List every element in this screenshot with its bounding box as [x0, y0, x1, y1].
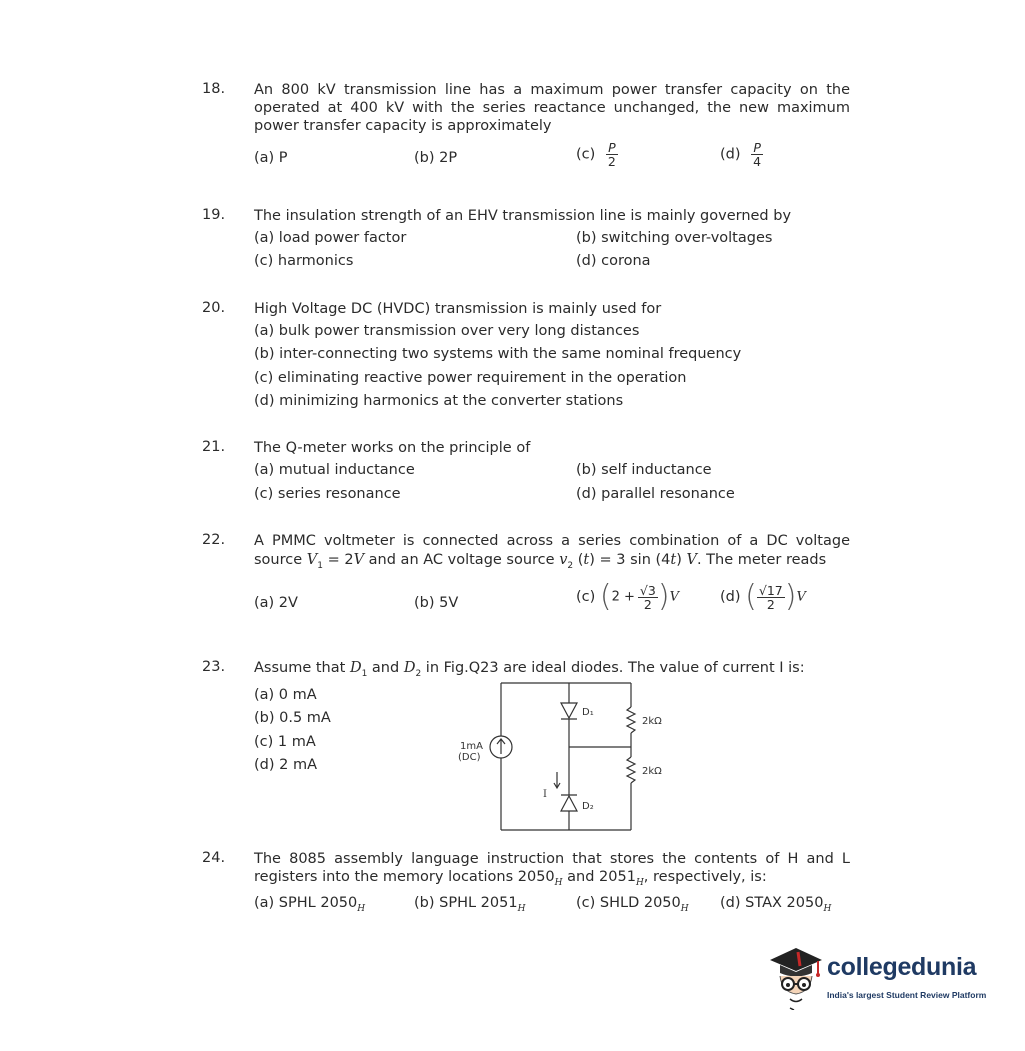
q23-var-D1: D [349, 660, 362, 676]
diode-d2 [561, 795, 577, 811]
q19-text: The insulation strength of an EHV transmission line is mainly governed by [254, 208, 792, 224]
left-paren: ( [599, 579, 612, 614]
q20-text: High Voltage DC (HVDC) transmission is mainly used for [254, 301, 662, 317]
q24-option-a-sub: H [357, 903, 366, 914]
q19-option-a[interactable]: (a) load power factor [254, 230, 407, 246]
circuit-label-r1: 2kΩ [642, 716, 662, 727]
q20-option-d[interactable]: (d) minimizing harmonics at the converter stations [254, 393, 624, 409]
q22-var-t: t [583, 552, 590, 568]
q24-option-d[interactable] [720, 895, 831, 914]
q22-unit-V: V [353, 552, 365, 568]
q24-text-a: registers into the memory locations 2050 [254, 869, 555, 885]
q22-text-close: ) [676, 552, 687, 568]
q24-line2 [254, 868, 850, 892]
q22-option-b[interactable]: (b) 5V [414, 595, 459, 611]
circuit-label-source-type: (DC) [458, 752, 481, 763]
q22-text-reads: . The meter reads [696, 552, 827, 568]
circuit-label-source-value: 1mA [460, 741, 483, 752]
q23-number: 23. [202, 659, 226, 675]
fraction-denominator: 2 [766, 596, 775, 612]
q18-line3: power transfer capacity is approximately [254, 118, 552, 134]
q23-text-a: Assume that [254, 660, 350, 676]
q24-option-a-text: (a) SPHL 2050 [254, 895, 358, 911]
q22-c-expr: 2 + [611, 589, 635, 605]
fraction-denominator: 2 [643, 596, 652, 612]
resistor-r2 [627, 757, 635, 783]
circuit-label-d1: D₁ [582, 707, 594, 718]
q24-option-b-sub: H [517, 903, 526, 914]
q22-var-t2: t [670, 552, 677, 568]
collegedunia-logo-name: collegedunia [827, 953, 977, 981]
q22-var-V1: V [306, 552, 318, 568]
q18-option-c-fraction [606, 141, 618, 168]
q22-line2 [254, 551, 850, 575]
q24-option-c-text: (c) SHLD 2050 [576, 895, 681, 911]
q19-option-b[interactable]: (b) switching over-voltages [576, 230, 773, 246]
q22-text-paren: ( [573, 552, 584, 568]
q21-text: The Q-meter works on the principle of [254, 440, 531, 456]
q21-number: 21. [202, 439, 226, 455]
q21-option-b[interactable]: (b) self inductance [576, 462, 712, 478]
q19-number: 19. [202, 207, 226, 223]
q23-text-c: in Fig.Q23 are ideal diodes. The value of current I is: [421, 660, 805, 676]
q22-sub-2: 2 [567, 560, 574, 571]
q22-option-c-fraction [638, 584, 658, 611]
q21-option-d[interactable]: (d) parallel resonance [576, 486, 735, 502]
fraction-numerator: √17 [758, 582, 783, 598]
q23-var-D2: D [403, 660, 416, 676]
q24-sub-H1: H [554, 877, 563, 888]
q22-c-unit: V [669, 589, 679, 605]
q18-option-a[interactable]: (a) P [254, 150, 288, 166]
collegedunia-logo-icon [766, 944, 826, 1010]
right-paren: ) [784, 579, 797, 614]
q24-option-b-text: (b) SPHL 2051 [414, 895, 518, 911]
q22-option-d-fraction [757, 584, 785, 611]
q18-option-d-fraction [751, 141, 763, 168]
q18-option-c[interactable] [576, 141, 618, 168]
right-paren: ) [657, 579, 670, 614]
q24-text-c: , respectively, is: [643, 869, 767, 885]
q22-option-d-label: (d) [720, 589, 741, 605]
q24-sub-H2: H [635, 877, 644, 888]
q23-option-b[interactable]: (b) 0.5 mA [254, 710, 331, 726]
q24-option-c-sub: H [680, 903, 689, 914]
q24-option-b[interactable] [414, 895, 525, 914]
resistor-r1 [627, 707, 635, 733]
q20-option-b[interactable]: (b) inter-connecting two systems with the same nominal frequency [254, 346, 742, 362]
q18-line2: operated at 400 kV with the series reactance unchanged, the new maximum [254, 100, 850, 116]
q22-option-c[interactable] [576, 579, 679, 614]
q21-option-a[interactable]: (a) mutual inductance [254, 462, 415, 478]
q23-option-d[interactable]: (d) 2 mA [254, 757, 318, 773]
circuit-label-d2: D₂ [582, 801, 594, 812]
fraction-numerator: P [753, 140, 761, 155]
q20-option-c[interactable]: (c) eliminating reactive power requirement in the operation [254, 370, 687, 386]
fraction-numerator: √3 [639, 582, 656, 598]
q18-option-b[interactable]: (b) 2P [414, 150, 458, 166]
q24-option-d-text: (d) STAX 2050 [720, 895, 824, 911]
fraction-denominator: 4 [753, 154, 762, 169]
q20-option-a[interactable]: (a) bulk power transmission over very long distances [254, 323, 640, 339]
q22-option-d[interactable] [720, 579, 806, 614]
q23-option-a[interactable]: (a) 0 mA [254, 687, 317, 703]
current-arrow-icon [554, 772, 560, 788]
q22-text-source: source [254, 552, 307, 568]
q23-text-b: and [367, 660, 404, 676]
q18-option-d[interactable] [720, 141, 763, 168]
q23-circuit-figure [440, 675, 680, 840]
fraction-denominator: 2 [607, 154, 616, 169]
q23-option-c[interactable]: (c) 1 mA [254, 734, 316, 750]
q18-option-c-label: (c) [576, 146, 596, 163]
q18-option-d-label: (d) [720, 146, 741, 163]
q22-d-unit: V [796, 589, 806, 605]
q22-text-equals: = 2 [322, 552, 354, 568]
q18-line1: An 800 kV transmission line has a maximum power transfer capacity on the [254, 82, 850, 98]
q24-text-b: and 2051 [562, 869, 636, 885]
q22-unit-V2: V [686, 552, 697, 568]
q24-option-c[interactable] [576, 895, 689, 914]
q22-text-ac: and an AC voltage source [364, 552, 560, 568]
diode-d1 [561, 703, 577, 719]
q22-number: 22. [202, 532, 226, 548]
q24-number: 24. [202, 850, 226, 866]
circuit-label-current: I [543, 789, 547, 800]
q19-option-d[interactable]: (d) corona [576, 253, 651, 269]
q20-number: 20. [202, 300, 226, 316]
q19-option-c[interactable]: (c) harmonics [254, 253, 354, 269]
q22-sub-1: 1 [317, 560, 323, 571]
left-paren: ( [745, 579, 757, 614]
q18-number: 18. [202, 81, 226, 97]
q22-option-c-label: (c) [576, 589, 596, 605]
fraction-numerator: P [608, 140, 616, 155]
q24-option-a[interactable] [254, 895, 365, 914]
q22-text-sin: ) = 3 sin (4 [589, 552, 671, 568]
q22-var-v2: v [559, 552, 568, 568]
q21-option-c[interactable]: (c) series resonance [254, 486, 401, 502]
q22-option-a[interactable]: (a) 2V [254, 595, 298, 611]
collegedunia-logo-tagline: India's largest Student Review Platform [827, 990, 987, 1000]
circuit-label-r2: 2kΩ [642, 766, 662, 777]
q22-line1: A PMMC voltmeter is connected across a series combination of a DC voltage [254, 533, 850, 549]
q23-sub-1: 1 [361, 668, 368, 679]
q23-sub-2: 2 [415, 668, 422, 679]
q24-line1: The 8085 assembly language instruction that stores the contents of H and L [254, 851, 850, 867]
q24-option-d-sub: H [823, 903, 832, 914]
